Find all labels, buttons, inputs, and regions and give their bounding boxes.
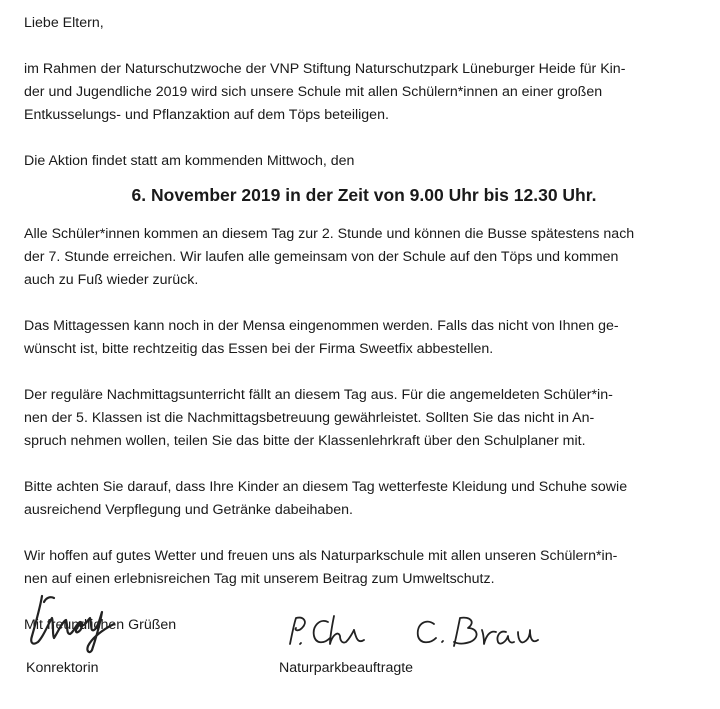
hope-paragraph bbox=[24, 545, 704, 591]
lunch-paragraph bbox=[24, 315, 704, 361]
date-lead-paragraph bbox=[24, 150, 704, 173]
left-signature bbox=[22, 588, 122, 660]
right-signature-scribble bbox=[284, 610, 554, 658]
schedule-line: auch zu Fuß wieder zurück. bbox=[24, 272, 199, 288]
hope-line: Wir hoffen auf gutes Wetter und freuen uns als Naturparkschule mit allen unseren Schülern*in- bbox=[24, 548, 618, 564]
right-signature-role: Naturparkbeauftragte bbox=[279, 660, 414, 676]
intro-line: im Rahmen der Naturschutzwoche der VNP Stiftung Naturschutzpark Lüneburger Heide für Kin- bbox=[24, 61, 626, 77]
date-lead-text: Die Aktion findet statt am kommenden Mittwoch, den bbox=[24, 153, 355, 169]
intro-paragraph bbox=[24, 58, 704, 127]
lunch-line: Das Mittagessen kann noch in der Mensa eingenommen werden. Falls das nicht von Ihnen ge- bbox=[24, 318, 619, 334]
afternoon-line: nen der 5. Klassen ist die Nachmittagsbetreuung gewährleistet. Sollten Sie das nicht in An- bbox=[24, 410, 595, 426]
lunch-line: wünscht ist, bitte rechtzeitig das Essen bei der Firma Sweetfix abbestellen. bbox=[24, 341, 494, 357]
hope-line: nen auf einen erlebnisreichen Tag mit unserem Beitrag zum Umweltschutz. bbox=[24, 571, 495, 587]
closing-text: Mit freundlichen Grüßen bbox=[24, 617, 177, 633]
letter-body bbox=[24, 12, 704, 637]
schedule-line: Alle Schüler*innen kommen an diesem Tag zur 2. Stunde und können die Busse spätestens nach bbox=[24, 226, 635, 242]
greeting bbox=[24, 12, 704, 35]
afternoon-line: spruch nehmen wollen, teilen Sie das bitte der Klassenlehrkraft über den Schulplaner mit. bbox=[24, 433, 586, 449]
schedule-line: der 7. Stunde erreichen. Wir laufen alle gemeinsam von der Schule auf den Töps und kommen bbox=[24, 249, 619, 265]
left-signature-role: Konrektorin bbox=[26, 660, 99, 676]
afternoon-line: Der reguläre Nachmittagsunterricht fällt an diesem Tag aus. Für die angemeldeten Schüler*in- bbox=[24, 387, 613, 403]
intro-line: Entkusselungs- und Pflanzaktion auf dem Töps beteiligen. bbox=[24, 107, 389, 123]
afternoon-paragraph bbox=[24, 384, 704, 453]
intro-line: der und Jugendliche 2019 wird sich unsere Schule mit allen Schülern*innen an einer großen bbox=[24, 84, 603, 100]
schedule-paragraph bbox=[24, 223, 704, 292]
left-signature-scribble bbox=[22, 588, 122, 660]
clothing-paragraph bbox=[24, 476, 704, 522]
clothing-line: ausreichend Verpflegung und Getränke dabeihaben. bbox=[24, 502, 353, 518]
right-signature bbox=[284, 610, 554, 658]
greeting-text: Liebe Eltern, bbox=[24, 15, 104, 31]
clothing-line: Bitte achten Sie darauf, dass Ihre Kinder an diesem Tag wetterfeste Kleidung und Schuhe sowie bbox=[24, 479, 628, 495]
event-date-heading: 6. November 2019 in der Zeit von 9.00 Uhr bis 12.30 Uhr. bbox=[131, 185, 597, 205]
